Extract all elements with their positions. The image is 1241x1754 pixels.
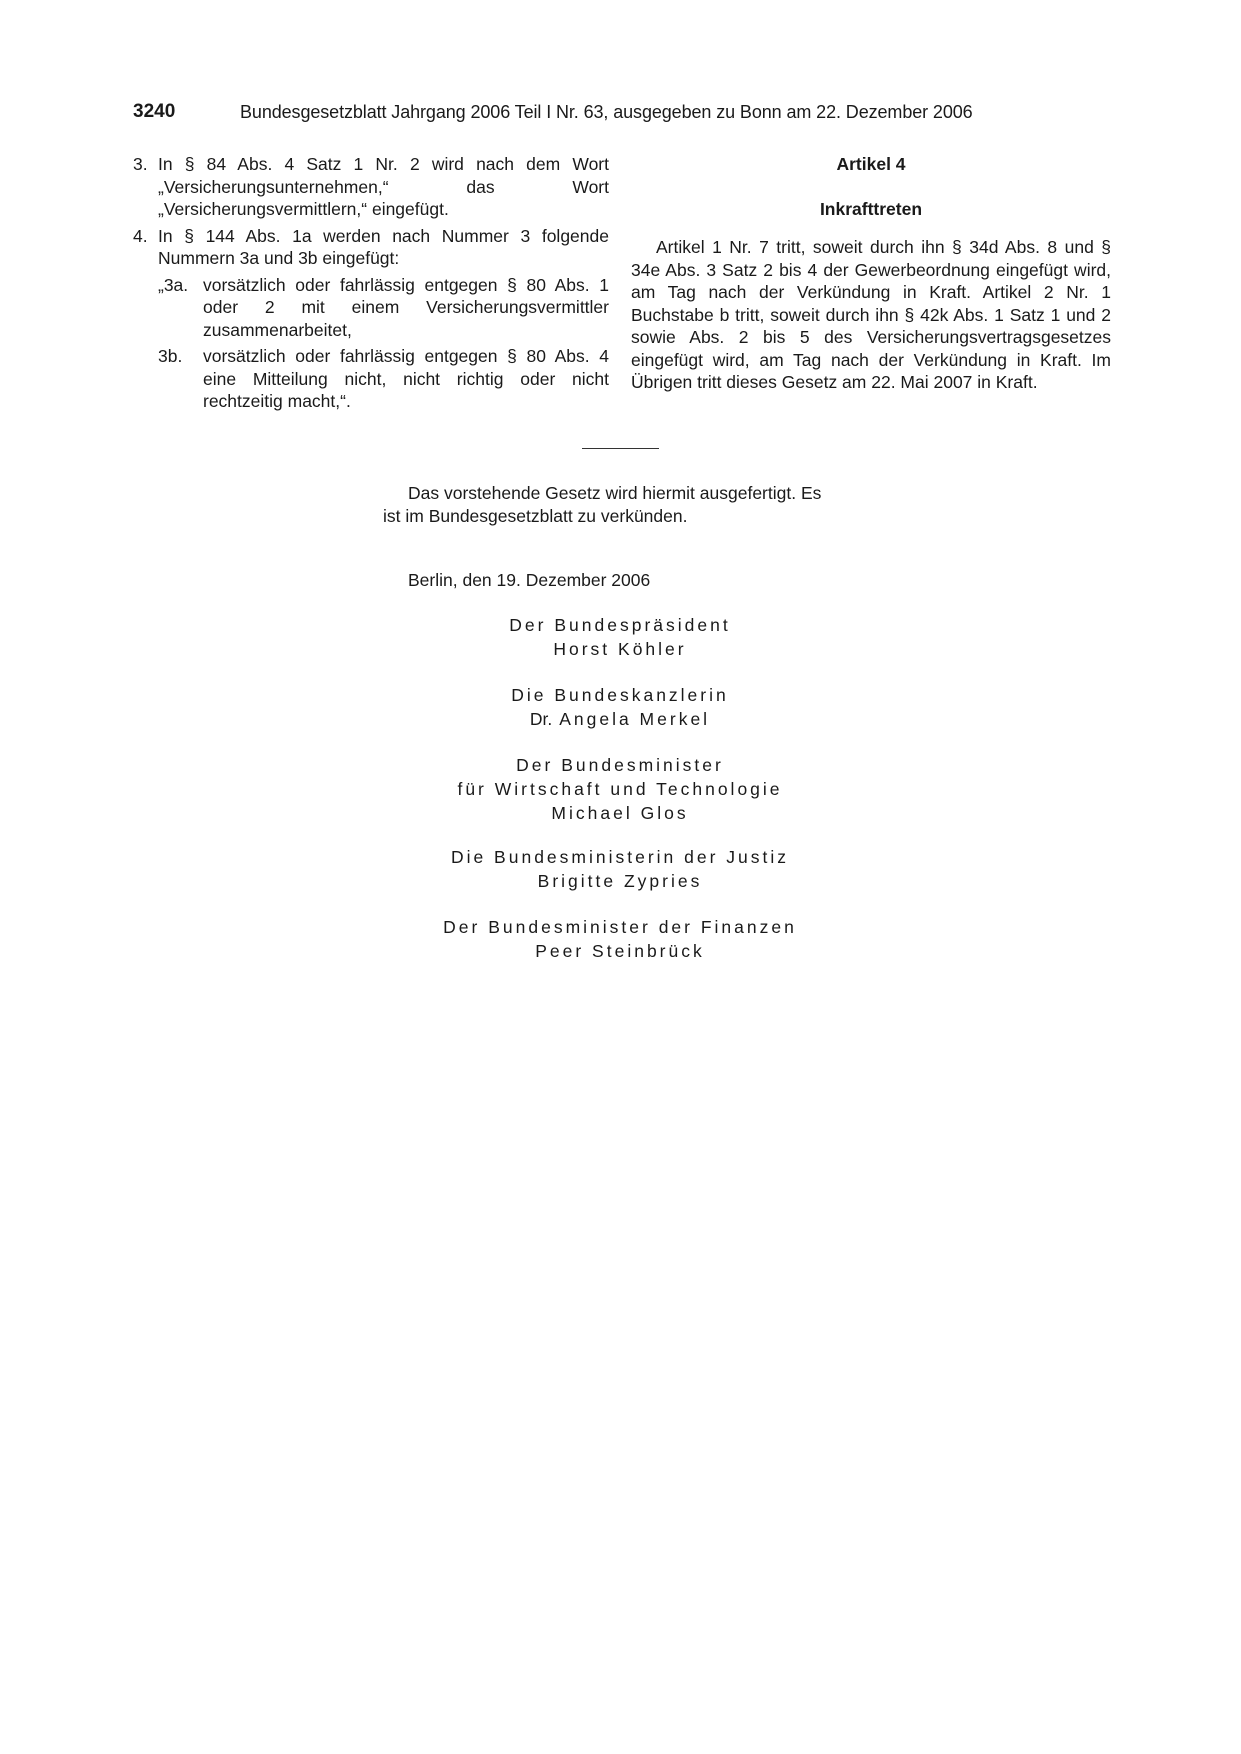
signature-block-chancellor (330, 683, 910, 731)
running-head: Bundesgesetzblatt Jahrgang 2006 Teil I Nr. 63, ausgegeben zu Bonn am 22. Dezember 2006 (240, 102, 973, 122)
page-number: 3240 (133, 101, 176, 122)
signature-block-president (330, 613, 910, 661)
list-item-3 (133, 153, 609, 221)
signature-name: Michael Glos (551, 803, 689, 823)
promulgation-line-1: Das vorstehende Gesetz wird hiermit ausgefertigt. Es (408, 483, 822, 503)
signature-block-justice-minister (330, 845, 910, 893)
signature-name: Angela Merkel (559, 709, 711, 729)
sub-item-number: 3b. (158, 346, 183, 366)
signature-role: Die Bundesministerin der Justiz (450, 847, 790, 867)
signature-name: Peer Steinbrück (535, 941, 705, 961)
signature-role: Der Bundesminister der Finanzen (443, 917, 797, 937)
sub-item-text: vorsätzlich oder fahrlässig entgegen § 80 Abs. 1 oder 2 mit einem Versicherungsvermittler zusammenarbeitet, (203, 274, 609, 340)
promulgation-text (383, 482, 863, 527)
section-divider (582, 448, 659, 449)
right-column (631, 153, 1111, 394)
promulgation-line-2: ist im Bundesgesetzblatt zu verkünden. (383, 505, 688, 526)
item-text: In § 144 Abs. 1a werden nach Nummer 3 folgende Nummern 3a und 3b eingefügt: (158, 225, 609, 268)
signing-date: Berlin, den 19. Dezember 2006 (408, 570, 651, 590)
sub-item-3b (133, 345, 609, 413)
signature-name: Horst Köhler (553, 639, 687, 659)
item-number: 3. (133, 154, 148, 174)
sub-item-3a (133, 274, 609, 342)
signature-role: Der Bundesminister (516, 755, 724, 775)
signature-role: Die Bundeskanzlerin (511, 685, 729, 705)
item-number: 4. (133, 225, 148, 246)
article-text: Artikel 1 Nr. 7 tritt, soweit durch ihn § 34d Abs. 8 und § 34e Abs. 3 Satz 2 bis 4 der Gewerbeordnung eingefügt wird, am Tag nach der Verkündung in Kraft. Artikel 2 Nr. 1 Buchstabe b tritt, soweit durch ihn § 42k Abs. 1 Satz 1 und 2 sowie Abs. 2 bis 5 des Versicherungsvertragsgesetzes eingefügt wird, am Tag nach der Verkündung in Kraft. Im Übrigen tritt dieses Gesetz am 22. Mai 2007 in Kraft. (631, 237, 1111, 392)
signature-block-economy-minister (330, 753, 910, 825)
list-item-4 (133, 225, 609, 270)
signature-role: Der Bundespräsident (509, 615, 731, 635)
signature-name-line (330, 707, 910, 731)
sub-item-number: „3a. (158, 274, 189, 295)
sub-item-text: vorsätzlich oder fahrlässig entgegen § 80 Abs. 4 eine Mitteilung nicht, nicht richtig oder nicht rechtzeitig macht,“. (203, 346, 609, 411)
signature-name-prefix: Dr. (529, 709, 553, 729)
item-text: In § 84 Abs. 4 Satz 1 Nr. 2 wird nach dem Wort „Versicherungsunternehmen,“ das Wort „Versicherungsvermittlern,“ eingefügt. (158, 154, 609, 219)
signature-name: Brigitte Zypries (537, 871, 703, 891)
left-column (133, 153, 609, 417)
signature-role-line-2: für Wirtschaft und Technologie (457, 779, 783, 799)
signature-block-finance-minister (330, 915, 910, 963)
article-subtitle: Inkrafttreten (819, 198, 923, 219)
article-title: Artikel 4 (836, 154, 906, 174)
